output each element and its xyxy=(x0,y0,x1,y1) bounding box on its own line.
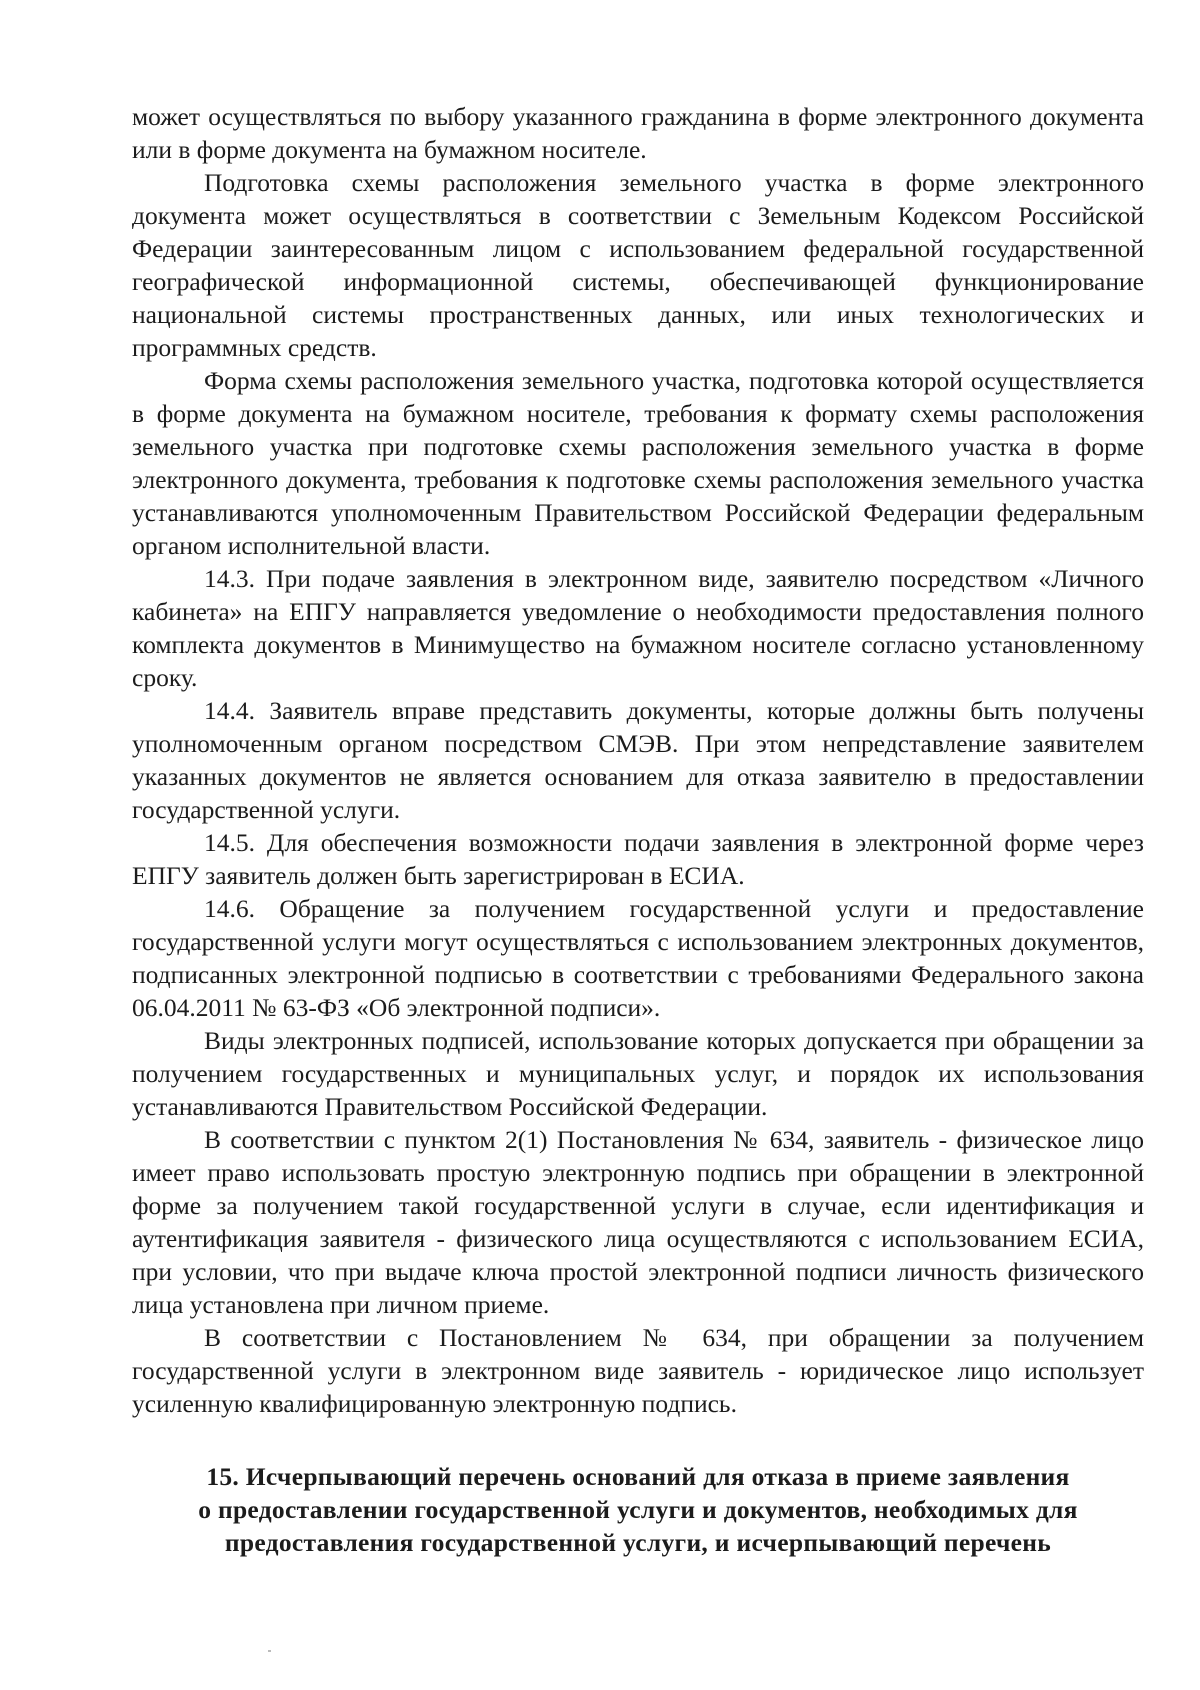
paragraph: Виды электронных подписей, использование которых допускается при обращении за получением государственных и муниципальных услуг, и порядок их использования устанавливаются Правительством Российской Федерации. xyxy=(132,1026,1144,1121)
paragraph-14-4: 14.4. Заявитель вправе представить документы, которые должны быть получены уполномоченным органом посредством СМЭВ. При этом непредставление заявителем указанных документов не является основанием для отказа заявителю в предоставлении государственной услуги. xyxy=(132,696,1144,824)
paragraph: Подготовка схемы расположения земельного участка в форме электронного документа может осуществляться в соответствии с Земельным Кодексом Российской Федерации заинтересованным лицом с использованием федеральной государственной географической информационной системы, обеспечивающей функционирование национальной системы пространственных данных, или иных технологических и программных средств. xyxy=(132,168,1144,362)
paragraph: может осуществляться по выбору указанного гражданина в форме электронного документа или в форме документа на бумажном носителе. xyxy=(132,102,1144,164)
paragraph-14-6: 14.6. Обращение за получением государственной услуги и предоставление государственной услуги могут осуществляться с использованием электронных документов, подписанных электронной подписью в соответствии с требованиями Федерального закона 06.04.2011 № 63-ФЗ «Об электронной подписи». xyxy=(132,894,1144,1022)
heading-line: 15. Исчерпывающий перечень оснований для отказа в приеме заявления xyxy=(206,1462,1070,1491)
paragraph: В соответствии с пунктом 2(1) Постановления № 634, заявитель - физическое лицо имеет право использовать простую электронную подпись при обращении в электронной форме за получением такой государственной услуги в случае, если идентификация и аутентификация заявителя - физического лица осуществляются с использованием ЕСИА, при условии, что при выдаче ключа простой электронной подписи личность физического лица установлена при личном приеме. xyxy=(132,1125,1144,1319)
paragraph-14-5: 14.5. Для обеспечения возможности подачи заявления в электронной форме через ЕПГУ заявитель должен быть зарегистрирован в ЕСИА. xyxy=(132,828,1144,890)
scan-speck xyxy=(268,1650,271,1652)
paragraph: Форма схемы расположения земельного участка, подготовка которой осуществляется в форме документа на бумажном носителе, требования к формату схемы расположения земельного участка при подготовке схемы расположения земельного участка в форме электронного документа, требования к подготовке схемы расположения земельного участка устанавливаются уполномоченным Правительством Российской Федерации федеральным органом исполнительной власти. xyxy=(132,366,1144,560)
document-page xyxy=(132,100,1144,1559)
heading-line: о предоставлении государственной услуги и документов, необходимых для xyxy=(198,1495,1078,1524)
heading-line: предоставления государственной услуги, и исчерпывающий перечень xyxy=(224,1528,1052,1557)
paragraph-14-3: 14.3. При подаче заявления в электронном виде, заявителю посредством «Личного кабинета» на ЕПГУ направляется уведомление о необходимости предоставления полного комплекта документов в Минимущество на бумажном носителе согласно установленному сроку. xyxy=(132,564,1144,692)
paragraph: В соответствии с Постановлением № 634, при обращении за получением государственной услуги в электронном виде заявитель - юридическое лицо использует усиленную квалифицированную электронную подпись. xyxy=(132,1323,1144,1418)
section-heading-15 xyxy=(132,1460,1144,1559)
